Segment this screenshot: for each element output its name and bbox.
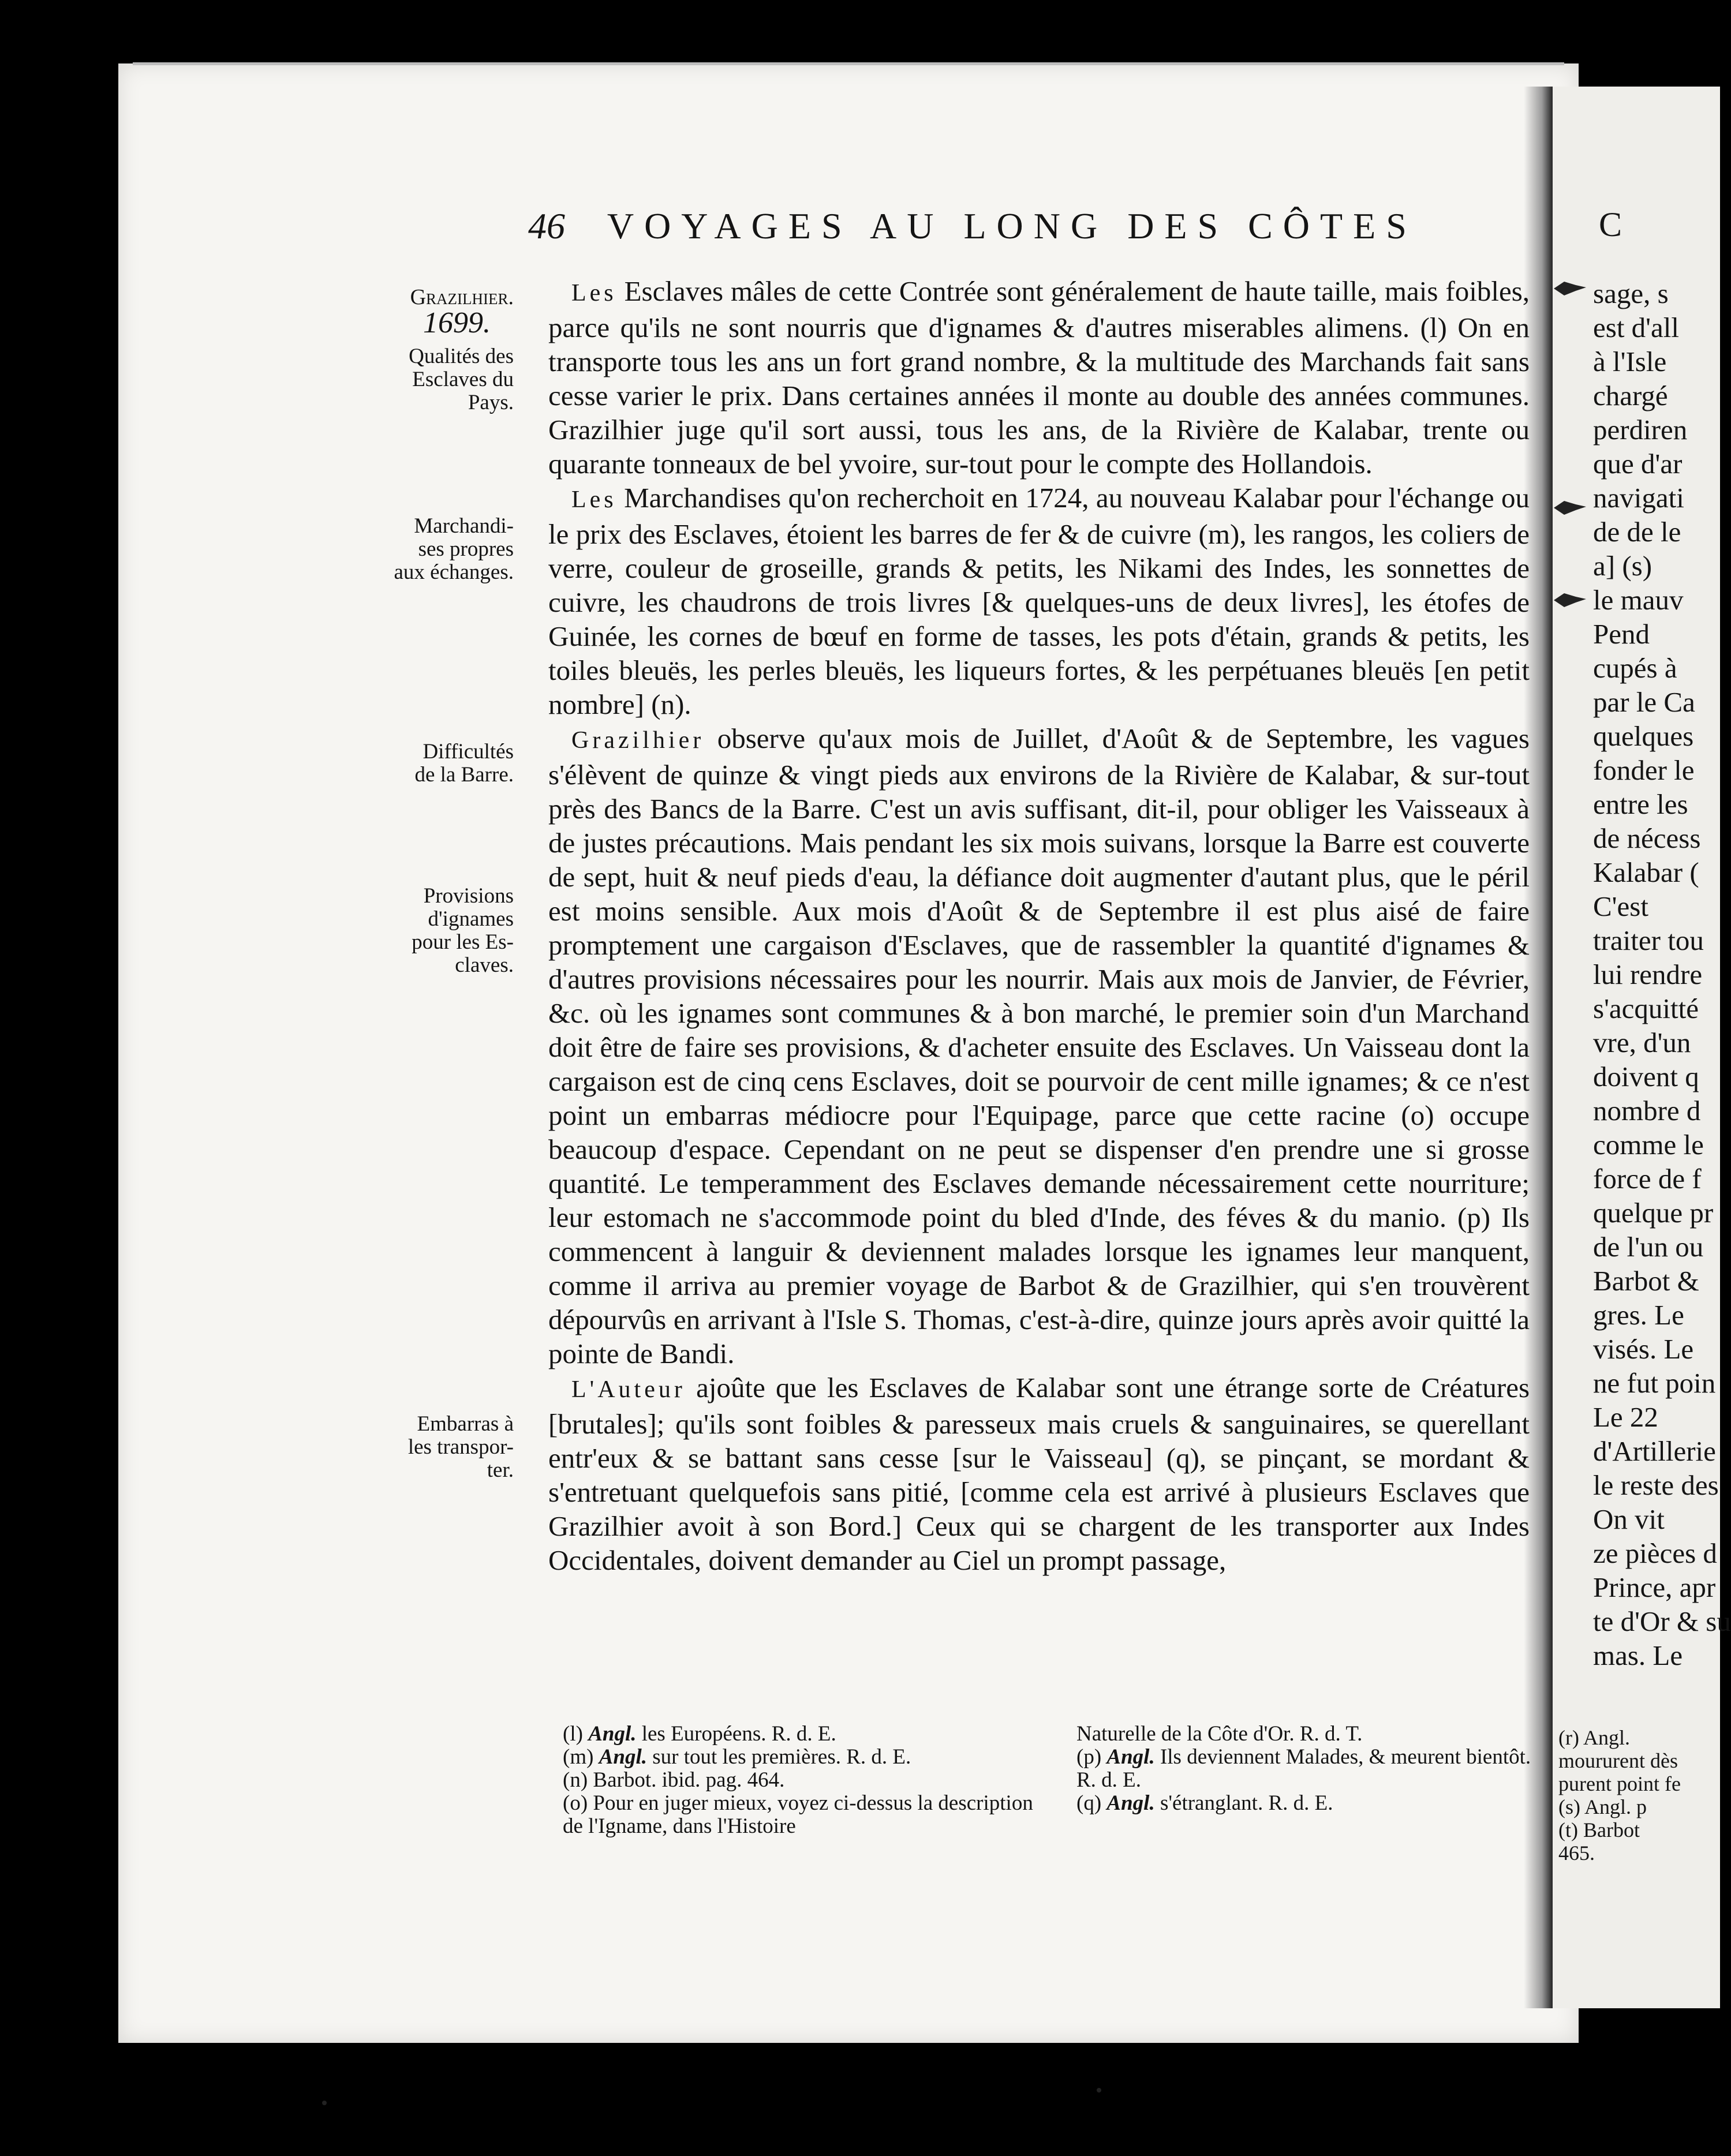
paragraph-marchandises [548,481,1530,721]
margin-note-marchandises: Marchandi- ses propres aux échanges. [394,514,514,584]
facing-page-line: de nécess [1593,822,1701,854]
paragraph-text: ajoûte que les Esclaves de Kalabar sont une étrange sorte de Créatures [brutales]; qu'ils sont foibles & paresseux mais cruels & sanguinaires, se querellant entr'eux & se battant sans cesse [sur le Vaisseau] (q), se pinçant, se mordant & s'entretuant quelquefois sans pitié, [comme cela est arrivé à plusieurs Esclaves que Grazilhier avoit à son Bord.] Ceux qui se chargent de les transporter aux Indes Occidentales, doivent demander au Ciel un prompt passage, [548,1372,1530,1576]
paragraph-lead: Les [571,280,617,306]
facing-page-line: C'est [1593,890,1648,922]
facing-page-line: d'Artillerie [1593,1435,1716,1467]
margin-note-year: 1699. [423,306,491,339]
margin-note-difficultes: Difficultés de la Barre. [414,740,514,787]
facing-page-line: nombre d [1593,1095,1701,1126]
facing-page-line: doivent q [1593,1061,1699,1092]
facing-page-footnote: purent point fe [1558,1772,1681,1795]
facing-page-line: mas. Le [1593,1640,1683,1671]
facing-page-line: est d'all [1593,312,1679,343]
facing-page-line: de l'un ou [1593,1231,1704,1263]
facing-page-line: quelque pr [1593,1197,1714,1229]
facing-page-footnote: (r) Angl. [1558,1726,1630,1749]
facing-page-line: chargé [1593,380,1668,411]
facing-page-line: cupés à [1593,652,1677,684]
running-header [528,205,1417,248]
facing-page-line: force de f [1593,1163,1702,1195]
facing-page-line: le mauv [1593,584,1684,616]
facing-page-line: perdiren [1593,414,1688,446]
facing-page-line: quelques [1593,720,1694,752]
footnote-q: (q) Angl. s'étranglant. R. d. E. [1076,1791,1333,1815]
facing-page-line: Barbot & [1593,1265,1699,1297]
footnote-m: (m) Angl. sur tout les premières. R. d. E. [563,1745,911,1769]
facing-header-fragment: C [1599,205,1622,244]
facing-page-line: navigati [1593,482,1684,514]
page-number: 46 [528,205,565,246]
paragraph-text: observe qu'aux mois de Juillet, d'Août & de Septembre, les vagues s'élèvent de quinze & vingt pieds aux environs de la Rivière de Kalabar, & sur-tout près des Bancs de la Barre. C'est un avis suffisant, dit-il, pour obliger les Vaisseaux à de justes précautions. Mais pendant les six mois suivans, lorsque la Barre est couverte de sept, huit & neuf pieds d'eau, la défiance doit augmenter d'autant plus, que le péril est moins sensible. Aux mois d'Août & de Septembre il est plus aisé de faire promptement une cargaison d'Esclaves, que de rassembler la quantité d'ignames & d'autres provisions nécessaires pour les nourrir. Mais aux mois de Janvier, de Février, &c. où les ignames sont communes & à bon marché, le premier soin d'un Marchand doit être de faire ses provisions, & d'acheter ensuite des Esclaves. Un Vaisseau dont la cargaison est de cinq cens Esclaves, doit se pourvoir de cent mille ignames; & ce n'est point un embarras médiocre pour l'Equipage, parce que cette racine (o) occupe beaucoup d'espace. Cependant on ne peut se dispenser d'en prendre une si grosse quantité. Le temperamment des Esclaves demande nécessairement cette nourriture; leur estomach ne s'accommode point du bled d'Inde, des féves & du manio. (p) Ils commencent à languir & deviennent malades lorsque les ignames leur manquent, comme il arriva au premier voyage de Barbot & de Grazilhier, qui s'en trouvèrent dépourvûs en arrivant à l'Isle S. Thomas, c'est-à-dire, quinze jours après avoir quitté la pointe de Bandi. [548,723,1530,1369]
facing-page-line: Pend [1593,618,1650,650]
facing-page-line: Kalabar ( [1593,856,1699,888]
facing-page-footnote: 465. [1558,1841,1595,1865]
scan-speck [1097,2088,1101,2093]
footnotes-left-column [563,1723,1042,1838]
scan-speck [322,2101,327,2105]
facing-page-line: gres. Le [1593,1299,1684,1331]
pointing-hand-icon [1553,496,1587,519]
paragraph-lead: Les [571,486,617,513]
pointing-hand-icon [1553,277,1587,300]
facing-page-line: que d'ar [1593,448,1683,480]
facing-page-line: par le Ca [1593,686,1695,718]
facing-page-footnote: moururent dès [1558,1749,1678,1772]
pointing-hand-icon [1553,589,1587,612]
footnotes-right-column [1076,1723,1556,1815]
facing-page-line: vre, d'un [1593,1027,1691,1058]
facing-page-line: sage, s [1593,278,1669,309]
footnote-l: (l) Angl. les Européens. R. d. E. [563,1722,836,1746]
paragraph-embarras [548,1371,1530,1577]
facing-page-line: Le 22 [1593,1401,1658,1433]
facing-page-line: te d'Or & su [1593,1605,1731,1637]
facing-page-line: s'acquitté [1593,993,1699,1024]
page-edge [133,62,1564,65]
facing-page-line: lui rendre [1593,959,1703,990]
margin-note-embarras: Embarras à les transpor- ter. [407,1412,514,1482]
margin-note-author: Grazilhier. [410,285,514,309]
paragraph-text: Esclaves mâles de cette Contrée sont généralement de haute taille, mais foibles, parce qu'ils ne sont nourris que d'ignames & d'autres miserables alimens. (l) On en transporte tous les ans un fort grand nombre, & la multitude des Marchands fait sans cesse varier le prix. Dans certaines années il monte au double des années communes. Grazilhier juge qu'il sort aussi, tous les ans, de la Rivière de Kalabar, trente ou quarante tonneaux de bel yvoire, sur-tout pour le compte des Hollandois. [548,275,1530,480]
main-text [548,274,1530,1577]
paragraph-qualites [548,274,1530,481]
facing-page-footnote: (t) Barbot [1558,1818,1640,1841]
facing-page-line: ze pièces d [1593,1537,1717,1569]
facing-page-line: de de le [1593,516,1681,548]
facing-page-line: à l'Isle [1593,346,1667,377]
facing-page-footnote: (s) Angl. p [1558,1795,1647,1818]
facing-page-line: le reste des [1593,1469,1719,1501]
footnote-o: (o) Pour en juger mieux, voyez ci-dessus la description de l'Igname, dans l'Histoire [563,1791,1033,1838]
margin-note-qualites: Qualités des Esclaves du Pays. [409,345,514,414]
paragraph-lead: Grazilhier [571,727,705,754]
paragraph-difficultes [548,721,1530,1371]
footnote-o-continued: Naturelle de la Côte d'Or. R. d. T. [1076,1722,1363,1746]
facing-page-line: ne fut poin [1593,1367,1716,1399]
facing-page-line: comme le [1593,1129,1704,1161]
facing-page-line: a] (s) [1593,550,1653,582]
running-title: VOYAGES AU LONG DES CÔTES [607,205,1417,246]
footnote-p: (p) Angl. Ils deviennent Malades, & meurent bientôt. R. d. E. [1076,1745,1531,1792]
paragraph-text: Marchandises qu'on recherchoit en 1724, au nouveau Kalabar pour l'échange ou le prix des Esclaves, étoient les barres de fer & de cuivre (m), les rangos, les coliers de verre, couleur de groseille, grands & petits, les Nikami des Indes, les sonnettes de cuivre, les chaudrons de trois livres [& quelques-uns de deux livres], les étofes de Guinée, les cornes de bœuf en forme de tasses, les pots d'étain, grands & petits, les toiles bleuës, les perles bleuës, les liqueurs fortes, & les perpétuanes bleuës [en petit nombre] (n). [548,482,1530,720]
facing-page-line: entre les [1593,788,1688,820]
facing-page-line: fonder le [1593,754,1695,786]
facing-page-line: visés. Le [1593,1333,1694,1365]
footnote-n: (n) Barbot. ibid. pag. 464. [563,1768,785,1792]
facing-page-line: On vit [1593,1503,1665,1535]
facing-page-line: traiter tou [1593,924,1704,956]
margin-note-provisions: Provisions d'ignames pour les Es- claves. [412,884,514,977]
facing-page-line: Prince, apr [1593,1571,1716,1603]
paragraph-lead: L'Auteur [571,1376,686,1403]
